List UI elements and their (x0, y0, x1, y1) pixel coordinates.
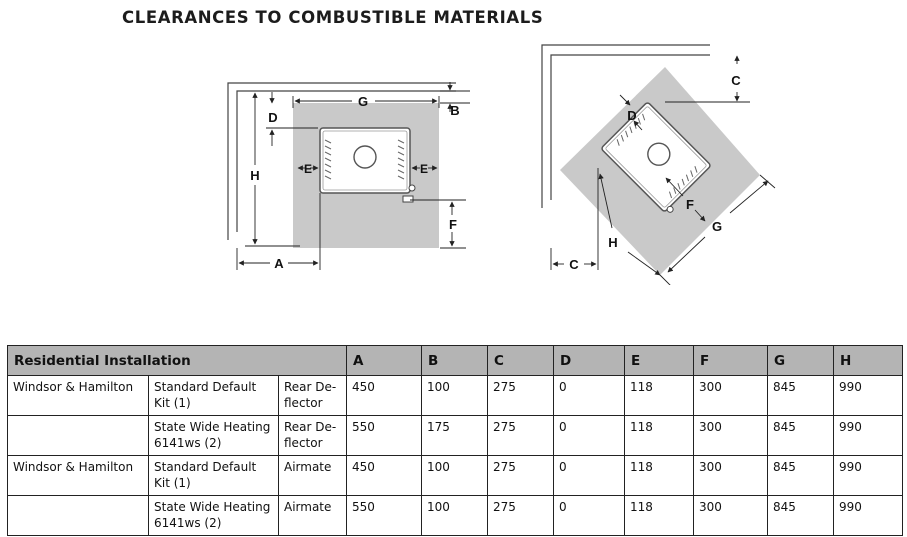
cell-g: 845 (768, 376, 834, 416)
cell-kit: State Wide Heating 6141ws (2) (149, 496, 279, 536)
corner-label-c-top: C (731, 73, 741, 88)
cell-a: 450 (347, 456, 422, 496)
corner-label-c-bottom: C (569, 257, 579, 272)
cell-b: 100 (422, 376, 488, 416)
header-f: F (694, 346, 768, 376)
table-row (8, 496, 903, 536)
table-header-row (8, 346, 903, 376)
label-b: B (450, 103, 460, 118)
cell-h: 990 (834, 496, 903, 536)
cell-d: 0 (554, 376, 625, 416)
header-h: H (834, 346, 903, 376)
label-d: D (268, 110, 278, 125)
cell-kit: Standard Default Kit (1) (149, 376, 279, 416)
cell-b: 100 (422, 496, 488, 536)
cell-deflector: Rear De-flector (279, 376, 347, 416)
label-f: F (449, 217, 457, 232)
cell-g: 845 (768, 496, 834, 536)
cell-model: Windsor & Hamilton (8, 456, 149, 496)
header-e: E (625, 346, 694, 376)
page-title: CLEARANCES TO COMBUSTIBLE MATERIALS (122, 8, 544, 27)
label-h: H (250, 168, 260, 183)
header-b: B (422, 346, 488, 376)
cell-e: 118 (625, 496, 694, 536)
clearance-table (7, 345, 903, 536)
cell-model: Windsor & Hamilton (8, 376, 149, 416)
corner-label-h: H (608, 235, 618, 250)
cell-deflector: Airmate (279, 496, 347, 536)
cell-deflector: Rear De-flector (279, 416, 347, 456)
table-row (8, 456, 903, 496)
cell-c: 275 (488, 456, 554, 496)
cell-a: 550 (347, 416, 422, 456)
cell-model (8, 496, 149, 536)
straight-installation-diagram (225, 75, 475, 275)
cell-d: 0 (554, 416, 625, 456)
corner-label-g: G (711, 219, 723, 234)
cell-d: 0 (554, 456, 625, 496)
header-c: C (488, 346, 554, 376)
cell-b: 175 (422, 416, 488, 456)
cell-kit: State Wide Heating 6141ws (2) (149, 416, 279, 456)
label-a: A (274, 256, 284, 271)
cell-f: 300 (694, 496, 768, 536)
cell-e: 118 (625, 416, 694, 456)
header-d: D (554, 346, 625, 376)
cell-d: 0 (554, 496, 625, 536)
cell-a: 450 (347, 376, 422, 416)
corner-label-f: F (686, 197, 694, 212)
label-e-right: E (419, 162, 429, 176)
cell-c: 275 (488, 416, 554, 456)
cell-h: 990 (834, 456, 903, 496)
cell-f: 300 (694, 416, 768, 456)
cell-e: 118 (625, 456, 694, 496)
cell-c: 275 (488, 496, 554, 536)
corner-label-d: D (627, 108, 637, 123)
cell-b: 100 (422, 456, 488, 496)
table-row (8, 416, 903, 456)
corner-installation-diagram (538, 40, 793, 285)
cell-a: 550 (347, 496, 422, 536)
label-e-left: E (303, 162, 313, 176)
cell-model (8, 416, 149, 456)
header-installation: Residential Installation (8, 346, 347, 376)
cell-c: 275 (488, 376, 554, 416)
table-row (8, 376, 903, 416)
cell-kit: Standard Default Kit (1) (149, 456, 279, 496)
cell-f: 300 (694, 456, 768, 496)
cell-g: 845 (768, 416, 834, 456)
cell-f: 300 (694, 376, 768, 416)
cell-e: 118 (625, 376, 694, 416)
header-a: A (347, 346, 422, 376)
flue-outlet (354, 146, 376, 168)
cell-g: 845 (768, 456, 834, 496)
label-g: G (357, 94, 369, 109)
cell-h: 990 (834, 376, 903, 416)
header-g: G (768, 346, 834, 376)
cell-deflector: Airmate (279, 456, 347, 496)
cell-h: 990 (834, 416, 903, 456)
